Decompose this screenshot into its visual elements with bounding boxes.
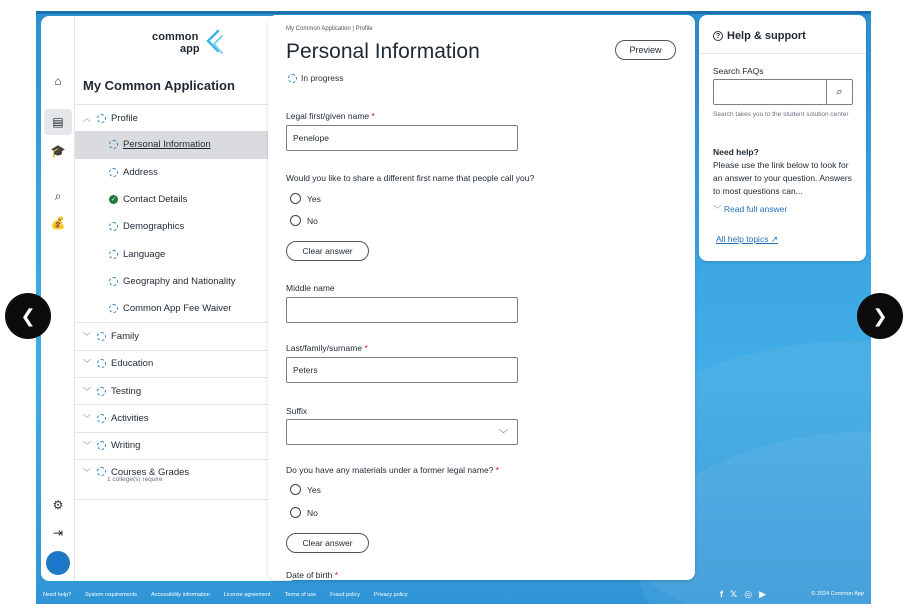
sidebar-section-label: Courses & Grades (111, 466, 190, 478)
search-note: Search takes you to the student solution center (713, 111, 849, 118)
clear-answer-button[interactable]: Clear answer (286, 241, 369, 261)
in-progress-icon (109, 140, 118, 149)
sidebar-section-label: Profile (111, 112, 138, 124)
all-help-topics-text: All help topics (716, 234, 769, 244)
faq-search-input[interactable] (713, 79, 853, 105)
chevron-down-icon: ﹀ (713, 204, 722, 214)
last-name-input[interactable]: Peters (286, 357, 518, 383)
previous-slide-button[interactable] (5, 293, 51, 339)
in-progress-icon (97, 467, 106, 476)
sidebar-item-geography-nationality[interactable] (75, 268, 297, 295)
radio-circle (290, 507, 301, 518)
sidebar-item-language[interactable] (75, 240, 297, 267)
footer-link[interactable]: Need help? (43, 591, 72, 598)
date-of-birth-label (286, 570, 338, 580)
sidebar-item-label: Demographics (123, 221, 185, 233)
footer-link[interactable]: System requirements (85, 591, 138, 598)
middle-name-label: Middle name (286, 283, 335, 293)
preferred-name-no-radio[interactable] (290, 215, 318, 226)
radio-circle (290, 193, 301, 204)
chevron-down-icon: ﹀ (83, 413, 91, 423)
sidebar-section-family[interactable] (75, 322, 297, 349)
sidebar-section-writing[interactable] (75, 432, 297, 459)
document-icon[interactable]: ▤ (44, 109, 72, 135)
sidebar-item-demographics[interactable] (75, 213, 297, 240)
required-mark: * (364, 343, 368, 353)
help-header (713, 30, 806, 42)
read-full-answer-text: Read full answer (723, 204, 788, 214)
preferred-name-question: Would you like to share a different first name that people call you? (286, 173, 535, 183)
personal-information-panel (268, 15, 695, 580)
chevron-down-icon: ﹀ (83, 441, 91, 451)
sidebar-section-label: Family (111, 331, 139, 343)
instagram-icon[interactable]: ◎ (744, 589, 753, 599)
footer-link[interactable]: Terms of use (284, 591, 317, 598)
former-name-yes-radio[interactable] (290, 484, 321, 495)
date-of-birth-label-text: Date of birth (286, 570, 333, 580)
sidebar-section-label: Testing (111, 385, 142, 397)
sidebar-section-label: Education (111, 358, 154, 370)
footer-link[interactable]: License agreement (223, 591, 271, 598)
application-sidebar (75, 16, 297, 581)
radio-label: Yes (307, 484, 321, 495)
search-faqs-label: Search FAQs (713, 66, 764, 76)
chevron-down-icon: ﹀ (83, 467, 91, 477)
in-progress-icon (97, 359, 106, 368)
chevron-right-icon: ❯ (872, 305, 888, 326)
sidebar-item-label: Geography and Nationality (123, 275, 236, 287)
middle-name-input[interactable] (286, 297, 518, 323)
required-mark: * (334, 570, 338, 580)
common-app-logo[interactable] (150, 28, 230, 60)
sidebar-section-activities[interactable] (75, 404, 297, 431)
in-progress-icon (97, 114, 106, 123)
breadcrumb[interactable]: My Common Application | Profile (286, 26, 373, 32)
in-progress-icon (288, 74, 297, 83)
sidebar-item-label: Personal Information (123, 139, 211, 151)
radio-circle (290, 484, 301, 495)
sidebar-item-label: Common App Fee Waiver (123, 303, 232, 315)
settings-icon[interactable]: ⚙ (52, 498, 64, 512)
status-indicator (288, 73, 344, 83)
youtube-icon[interactable]: ▶ (759, 589, 767, 599)
divider (699, 53, 866, 54)
sidebar-section-profile[interactable] (75, 104, 297, 131)
required-mark: * (371, 111, 375, 121)
chevron-up-icon: ︿ (83, 113, 91, 123)
all-help-topics-link[interactable] (716, 234, 778, 245)
radio-circle (290, 215, 301, 226)
sidebar-item-contact-details[interactable] (75, 186, 297, 213)
chevron-left-icon: ❮ (20, 305, 36, 326)
icon-rail (41, 16, 75, 581)
sidebar-section-testing[interactable] (75, 377, 297, 404)
facebook-icon[interactable]: f (720, 589, 723, 599)
footer (36, 585, 871, 604)
sidebar-section-label: Activities (111, 412, 149, 424)
radio-label: No (307, 215, 318, 226)
in-progress-icon (97, 387, 106, 396)
sidebar-section-label: Writing (111, 440, 141, 452)
preview-button[interactable]: Preview (615, 40, 676, 60)
former-name-question (286, 465, 499, 475)
radio-label: Yes (307, 193, 321, 204)
sidebar-item-fee-waiver[interactable] (75, 295, 297, 322)
copyright: © 2024 Common App (811, 591, 864, 597)
clear-answer-button[interactable]: Clear answer (286, 533, 369, 553)
in-progress-icon (97, 414, 106, 423)
read-full-answer-link[interactable] (713, 203, 787, 215)
search-icon[interactable]: ⌕ (54, 188, 62, 203)
x-icon[interactable]: 𝕏 (730, 589, 738, 599)
logo-text-common: common (152, 31, 199, 43)
graduation-cap-icon[interactable]: 🎓 (50, 144, 66, 158)
home-icon[interactable]: ⌂ (54, 74, 62, 88)
first-name-label (286, 111, 375, 121)
logo-text-app: app (180, 43, 200, 55)
divider (75, 499, 297, 500)
help-title: Help & support (727, 30, 806, 42)
in-progress-icon (97, 441, 106, 450)
in-progress-icon (109, 222, 118, 231)
sign-out-icon[interactable]: ⇥ (52, 526, 64, 540)
social-links (720, 589, 766, 600)
sidebar-item-address[interactable] (75, 159, 297, 186)
chevron-down-icon: ﹀ (498, 429, 508, 439)
complete-check-icon: ✓ (110, 197, 117, 204)
money-bag-icon[interactable]: 💰 (50, 216, 66, 230)
sidebar-item-label: Address (123, 166, 158, 178)
suffix-label: Suffix (286, 406, 308, 416)
in-progress-icon (109, 168, 118, 177)
last-name-label-text: Last/family/surname (286, 343, 363, 353)
in-progress-icon (109, 250, 118, 259)
sidebar-title: My Common Application (83, 78, 235, 93)
chevron-down-icon: ﹀ (83, 386, 91, 396)
in-progress-icon (97, 332, 106, 341)
in-progress-icon (109, 277, 118, 286)
sidebar-item-personal-information[interactable] (75, 131, 297, 158)
external-link-icon: ↗ (770, 234, 778, 244)
footer-link[interactable]: Fraud policy (330, 591, 361, 598)
radio-label: No (307, 507, 318, 518)
next-slide-button[interactable] (857, 293, 903, 339)
chevron-down-icon: ﹀ (83, 332, 91, 342)
former-name-question-text: Do you have any materials under a former legal name? (286, 465, 494, 475)
app-stage (36, 11, 871, 604)
suffix-select[interactable] (286, 419, 518, 445)
sidebar-item-label: Contact Details (123, 194, 188, 206)
sidebar-item-label: Language (123, 248, 166, 260)
former-name-no-radio[interactable] (290, 507, 318, 518)
page-title: Personal Information (286, 40, 480, 63)
sidebar-section-education[interactable] (75, 350, 297, 377)
sidebar-section-courses-grades[interactable] (75, 459, 297, 499)
chevron-down-icon: ﹀ (83, 359, 91, 369)
last-name-label (286, 343, 368, 353)
required-mark: * (495, 465, 500, 475)
preferred-name-yes-radio[interactable] (290, 193, 321, 204)
first-name-input[interactable]: Penelope (286, 125, 518, 151)
in-progress-icon (109, 304, 118, 313)
footer-link[interactable]: Privacy policy (374, 591, 408, 598)
search-icon[interactable]: ⌕ (826, 80, 852, 104)
question-icon: ? (713, 31, 723, 41)
user-icon[interactable]: 👤 (46, 551, 70, 575)
logo-mark-icon (204, 28, 224, 58)
sidebar-nav (75, 104, 297, 500)
status-text: In progress (301, 73, 344, 83)
help-support-panel (699, 15, 866, 261)
need-help-text: Please use the link below to look for an answer to your question. Answers to most questions can... (713, 160, 852, 196)
first-name-label-text: Legal first/given name (286, 111, 370, 121)
requirement-note: 1 college(s) require (107, 475, 163, 483)
need-help-heading: Need help? (713, 147, 759, 157)
footer-link[interactable]: Accessibility information (151, 591, 210, 598)
